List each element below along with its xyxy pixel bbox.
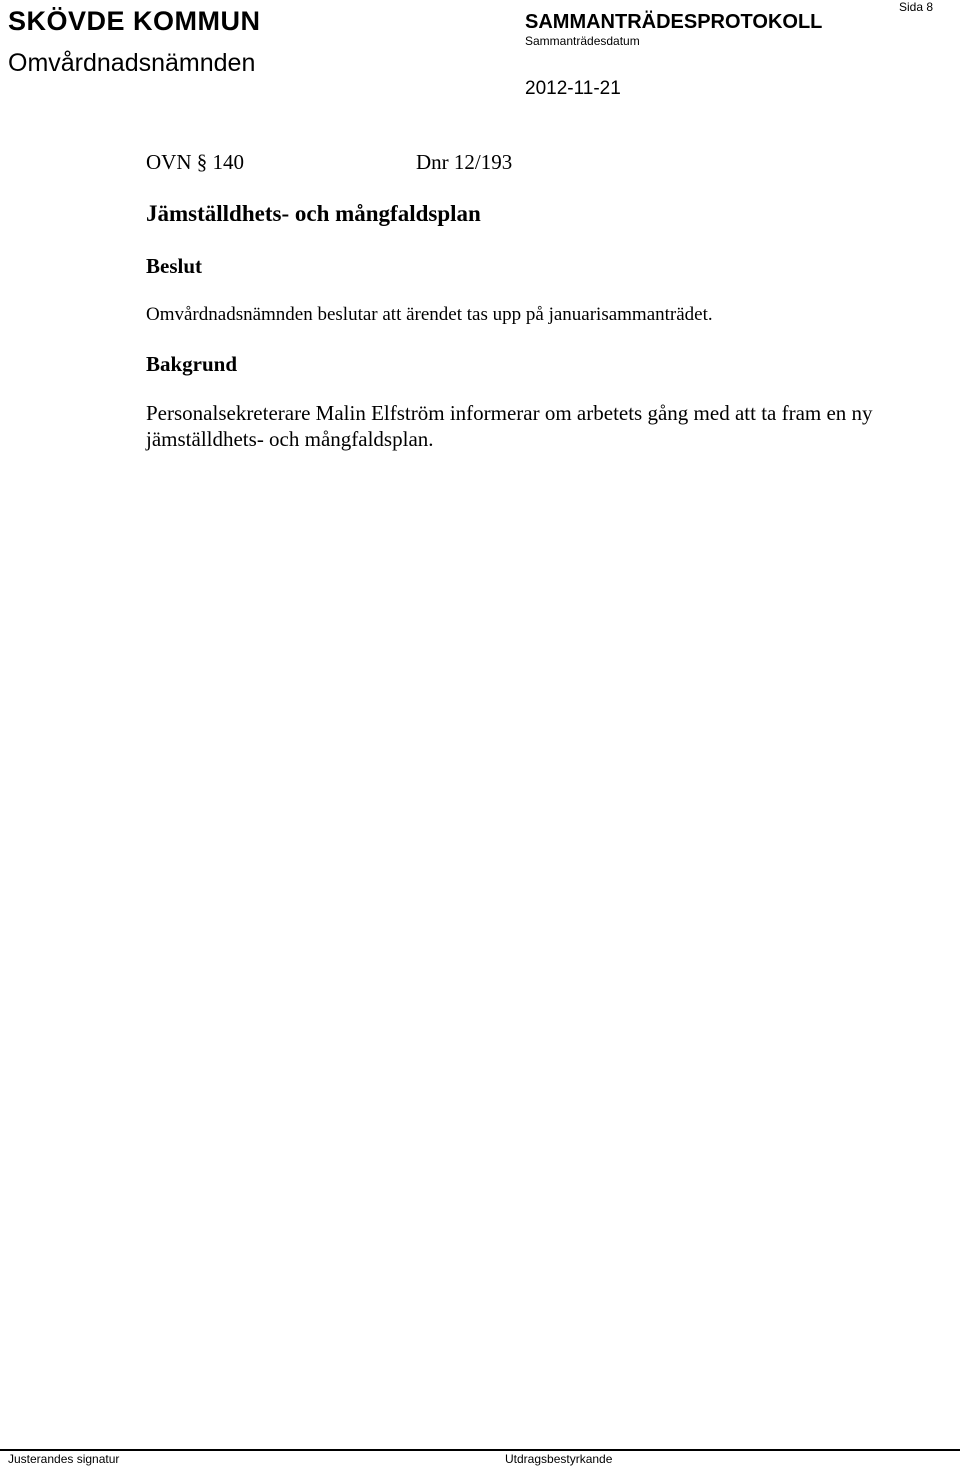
extract-certification-label: Utdragsbestyrkande (505, 1452, 613, 1466)
case-dnr: Dnr 12/193 (416, 150, 513, 174)
organization-logo-text: SKÖVDE KOMMUN (8, 6, 261, 36)
background-heading: Bakgrund (146, 352, 238, 376)
meeting-date: 2012-11-21 (525, 78, 621, 99)
case-reference: OVN § 140 (146, 150, 244, 174)
footer-divider (0, 1449, 960, 1451)
document-type: SAMMANTRÄDESPROTOKOLL (525, 11, 823, 33)
background-text: Personalsekreterare Malin Elfström informerar om arbetets gång med att ta fram en ny jämställdhets- och mångfaldsplan. (146, 401, 873, 451)
page-number: Sida 8 (899, 0, 934, 14)
signature-label: Justerandes signatur (8, 1452, 120, 1466)
decision-text: Omvårdnadsnämnden beslutar att ärendet tas upp på januarisammanträdet. (146, 304, 713, 325)
case-title: Jämställdhets- och mångfaldsplan (146, 201, 481, 226)
meeting-date-label: Sammanträdesdatum (525, 34, 640, 48)
committee-name: Omvårdnadsnämnden (8, 49, 256, 77)
decision-heading: Beslut (146, 254, 203, 278)
